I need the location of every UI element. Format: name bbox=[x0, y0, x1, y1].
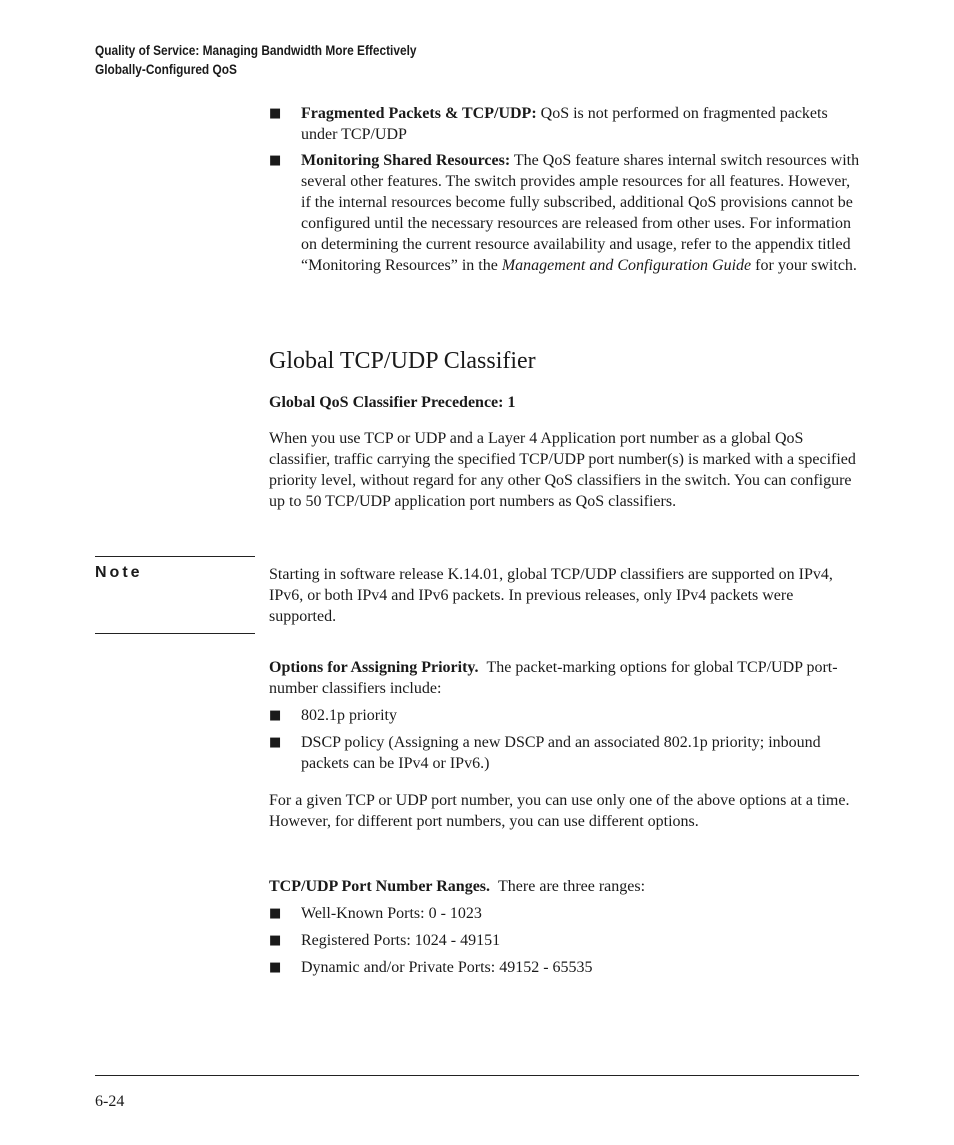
footer-rule bbox=[95, 1075, 859, 1076]
options-after: For a given TCP or UDP port number, you can use only one of the above options at a time. However, for different port numbers, you can use different options. bbox=[269, 792, 850, 830]
options-intro: The packet-marking options for global TCP/UDP port-number classifiers include: bbox=[269, 659, 838, 697]
list-item bbox=[269, 732, 861, 774]
bullet-square-icon: ■ bbox=[269, 960, 282, 975]
bullet-square-icon: ■ bbox=[269, 906, 282, 921]
note-bottom-rule bbox=[95, 633, 255, 634]
options-list bbox=[269, 705, 861, 774]
option-text: 802.1p priority bbox=[301, 707, 397, 724]
page-number: 6-24 bbox=[95, 1093, 125, 1110]
list-item bbox=[269, 930, 861, 951]
note-top-rule bbox=[95, 556, 255, 557]
list-item bbox=[269, 903, 861, 924]
ranges-intro: There are three ranges: bbox=[498, 878, 646, 895]
bullet-square-icon: ■ bbox=[269, 933, 282, 948]
range-text: Well-Known Ports: 0 - 1023 bbox=[301, 905, 482, 922]
ranges-list bbox=[269, 903, 861, 978]
bullet-text-tail: for your switch. bbox=[751, 257, 857, 274]
header-chapter-title: Quality of Service: Managing Bandwidth More Effectively bbox=[95, 43, 417, 58]
option-text: DSCP policy (Assigning a new DSCP and an associated 802.1p priority; inbound packets can be IPv4 or IPv6.) bbox=[301, 734, 821, 772]
range-text: Registered Ports: 1024 - 49151 bbox=[301, 932, 501, 949]
list-item bbox=[269, 103, 861, 145]
list-item bbox=[269, 150, 861, 276]
list-item bbox=[269, 705, 861, 726]
header-section-title: Globally-Configured QoS bbox=[95, 62, 237, 77]
options-heading: Options for Assigning Priority. bbox=[269, 659, 479, 676]
ranges-paragraph bbox=[269, 876, 861, 897]
bullet-bold-lead: Fragmented Packets & TCP/UDP: bbox=[301, 105, 537, 122]
top-bullet-list bbox=[269, 103, 861, 276]
precedence-heading: Global QoS Classifier Precedence: 1 bbox=[269, 394, 516, 411]
bullet-square-icon: ■ bbox=[269, 153, 282, 168]
bullet-square-icon: ■ bbox=[269, 735, 282, 750]
note-label: Note bbox=[95, 564, 143, 581]
note-text: Starting in software release K.14.01, global TCP/UDP classifiers are supported on IPv4, IPv6, or both IPv4 and IPv6 packets. In previous releases, only IPv4 packets were supported. bbox=[269, 566, 833, 625]
bullet-text: QoS is not performed on fragmented packets under TCP/UDP bbox=[301, 105, 828, 143]
list-item bbox=[269, 957, 861, 978]
section-intro: When you use TCP or UDP and a Layer 4 Application port number as a global QoS classifier, traffic carrying the specified TCP/UDP port number(s) is marked with a specified priority level, without regard for any other QoS classifiers in the switch. You can configure up to 50 TCP/UDP application port numbers as QoS classifiers. bbox=[269, 430, 856, 510]
guide-title: Management and Configuration Guide bbox=[501, 257, 752, 274]
running-header bbox=[95, 41, 416, 79]
bullet-bold-lead: Monitoring Shared Resources: bbox=[301, 152, 511, 169]
options-paragraph bbox=[269, 657, 861, 699]
ranges-heading: TCP/UDP Port Number Ranges. bbox=[269, 878, 491, 895]
section-title: Global TCP/UDP Classifier bbox=[269, 348, 536, 374]
range-text: Dynamic and/or Private Ports: 49152 - 65535 bbox=[301, 959, 593, 976]
bullet-text: The QoS feature shares internal switch resources with several other features. The switch provides ample resources for all features. However, if the internal resources become fully subscribed, additional QoS provisions cannot be configured until the necessary resources are released from other uses. For information on determining the current resource availability and usage, refer to the appendix titled “Monitoring Resources” in the bbox=[301, 152, 860, 274]
bullet-square-icon: ■ bbox=[269, 708, 282, 723]
bullet-square-icon: ■ bbox=[269, 106, 282, 121]
